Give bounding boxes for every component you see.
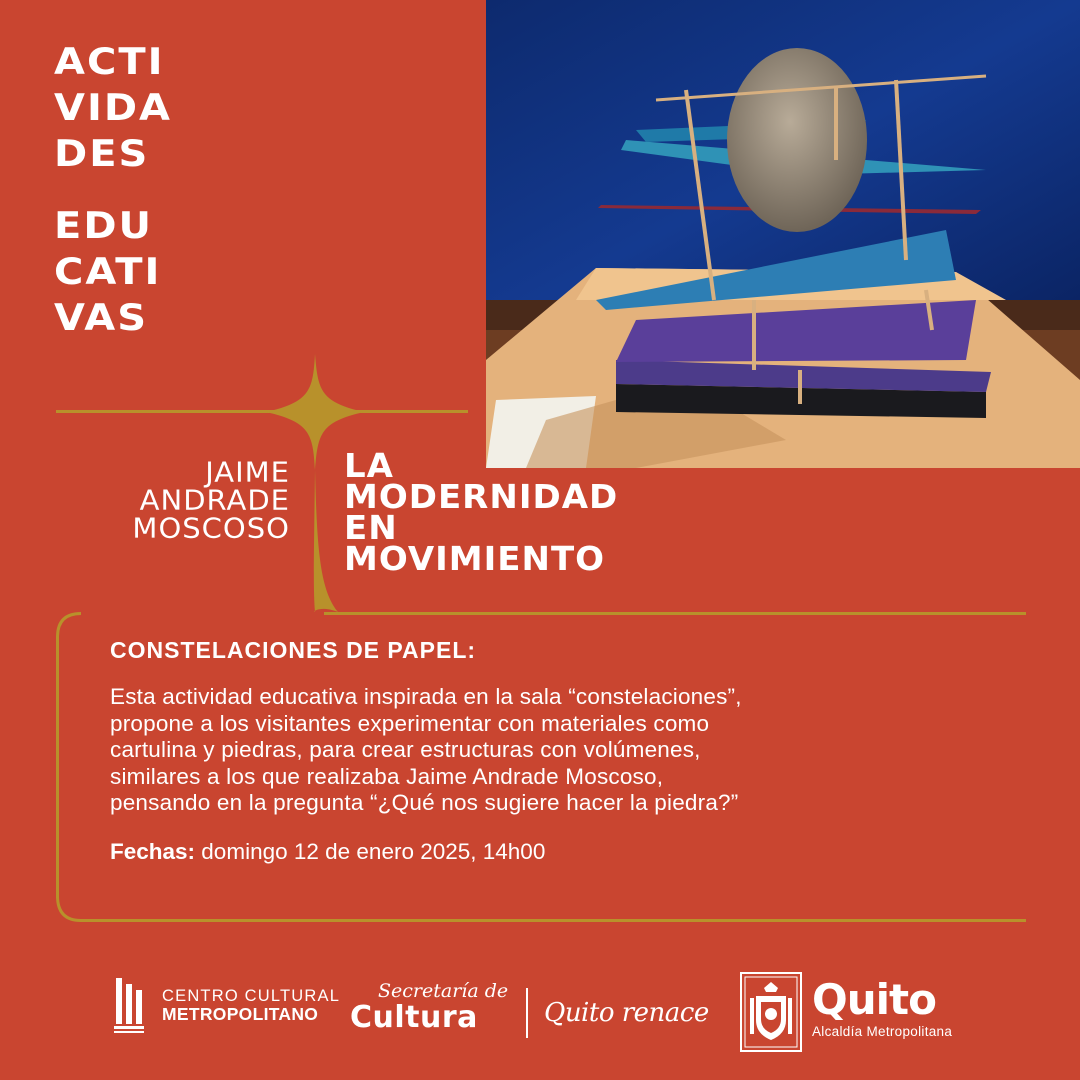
title-line: DES <box>54 133 150 176</box>
gold-line-bottom <box>80 919 1026 922</box>
quito-renace-logo: Quito renace <box>544 998 709 1028</box>
date-value: domingo 12 de enero 2025, 14h00 <box>195 838 546 864</box>
description-line: cartulina y piedras, para crear estructuras con volúmenes, <box>110 737 701 762</box>
ccm-line1: CENTRO CULTURAL <box>162 986 341 1005</box>
exhibition-title <box>344 447 619 579</box>
logo-divider <box>526 988 528 1038</box>
title-line: VAS <box>54 297 149 340</box>
exhibition-line: MODERNIDAD <box>344 478 619 517</box>
gold-corner-bottom <box>54 894 84 924</box>
activity-section <box>110 636 1040 865</box>
artist-line: JAIME <box>205 455 290 489</box>
date-label: Fechas: <box>110 838 196 864</box>
cultura-logo <box>350 980 508 1034</box>
quito-word: Quito <box>812 975 936 1024</box>
gold-corner-top <box>54 612 84 642</box>
exhibition-line: MOVIMIENTO <box>344 540 606 579</box>
title-line: EDU <box>54 205 154 248</box>
gold-line-vertical <box>56 636 59 898</box>
title-line: VIDA <box>54 87 172 130</box>
activity-title: CONSTELACIONES DE PAPEL: <box>110 637 477 663</box>
exhibition-line: EN <box>344 509 398 548</box>
artist-name <box>132 455 290 545</box>
description-line: pensando en la pregunta “¿Qué nos sugiere hacer la piedra?” <box>110 790 739 815</box>
ccm-logo <box>112 976 340 1034</box>
title-line: CATI <box>54 251 162 294</box>
title-line: ACTI <box>54 41 165 84</box>
description-line: propone a los visitantes experimentar con materiales como <box>110 710 710 736</box>
quito-crest-icon <box>740 972 802 1052</box>
sculpture-photo <box>486 0 1080 468</box>
footer-logos <box>0 960 1080 1060</box>
cultura-text: Cultura <box>350 1000 478 1035</box>
activities-title <box>54 42 274 344</box>
alcaldia-text: Alcaldía Metropolitana <box>812 1024 953 1039</box>
quito-logo <box>812 975 953 1039</box>
secretaria-text: Secretaría de <box>378 980 509 1002</box>
description-line: similares a los que realizaba Jaime Andrade Moscoso, <box>110 763 664 789</box>
ccm-line2: METROPOLITANO <box>162 1003 319 1024</box>
ccm-logo-icon <box>112 976 152 1034</box>
artist-line: ANDRADE <box>139 483 290 517</box>
artist-line: MOSCOSO <box>132 511 290 545</box>
gold-line-middle <box>324 612 1026 615</box>
activity-date <box>110 839 1040 865</box>
description-line: Esta actividad educativa inspirada en la sala “constelaciones”, <box>110 684 742 709</box>
exhibition-line: LA <box>344 447 394 486</box>
activity-description <box>110 684 1040 817</box>
